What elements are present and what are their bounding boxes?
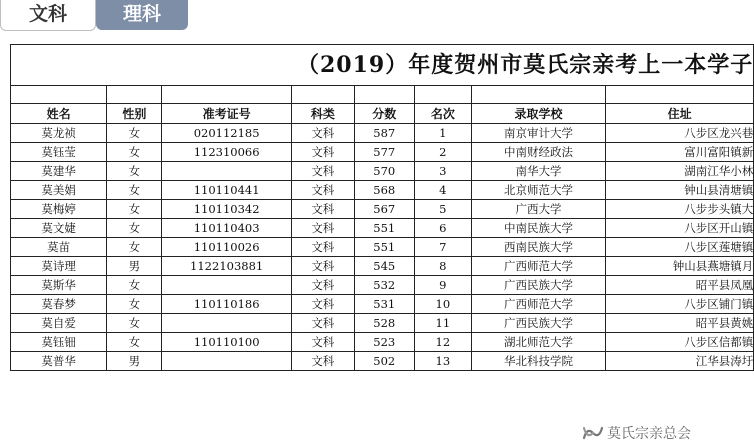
rank-cell: 9 [414, 276, 471, 295]
results-table [10, 44, 754, 371]
column-header: 住址 [606, 104, 754, 124]
name-cell: 莫钰莹 [11, 143, 107, 162]
category-cell: 文科 [291, 219, 354, 238]
category-cell: 文科 [291, 333, 354, 352]
name-cell: 莫美娟 [11, 181, 107, 200]
gender-cell: 女 [107, 295, 162, 314]
blank-cell [471, 86, 605, 104]
name-cell: 莫龙祯 [11, 124, 107, 143]
address-cell: 八步区信都镇 [606, 333, 754, 352]
table-row [11, 143, 754, 162]
rank-cell: 3 [414, 162, 471, 181]
rank-cell: 10 [414, 295, 471, 314]
page-title: （2019）年度贺州市莫氏宗亲考上一本学子 [11, 45, 754, 86]
school-cell: 华北科技学院 [471, 352, 605, 371]
category-cell: 文科 [291, 143, 354, 162]
table-row [11, 200, 754, 219]
rank-cell: 1 [414, 124, 471, 143]
exam-id-cell [162, 352, 291, 371]
name-cell: 莫文婕 [11, 219, 107, 238]
watermark [582, 422, 691, 444]
exam-id-cell: 110110026 [162, 238, 291, 257]
name-cell: 莫苗 [11, 238, 107, 257]
score-cell: 551 [354, 219, 414, 238]
score-cell: 523 [354, 333, 414, 352]
name-cell: 莫建华 [11, 162, 107, 181]
school-cell: 北京师范大学 [471, 181, 605, 200]
name-cell: 莫春梦 [11, 295, 107, 314]
score-cell: 502 [354, 352, 414, 371]
category-cell: 文科 [291, 181, 354, 200]
category-cell: 文科 [291, 124, 354, 143]
column-header: 准考证号 [162, 104, 291, 124]
address-cell: 昭平县黄姚 [606, 314, 754, 333]
rank-cell: 8 [414, 257, 471, 276]
score-cell: 528 [354, 314, 414, 333]
gender-cell: 男 [107, 257, 162, 276]
school-cell: 中南财经政法 [471, 143, 605, 162]
exam-id-cell: 110110441 [162, 181, 291, 200]
name-cell: 莫梅婷 [11, 200, 107, 219]
gender-cell: 女 [107, 200, 162, 219]
address-cell: 八步区开山镇 [606, 219, 754, 238]
gender-cell: 男 [107, 352, 162, 371]
column-header: 名次 [414, 104, 471, 124]
address-cell: 湖南江华小林 [606, 162, 754, 181]
tab-bar [0, 0, 750, 34]
address-cell: 八步步头镇大 [606, 200, 754, 219]
address-cell: 钟山县清塘镇 [606, 181, 754, 200]
tab-wenke[interactable]: 文科 [0, 0, 96, 31]
table-row [11, 257, 754, 276]
table-row [11, 276, 754, 295]
gender-cell: 女 [107, 333, 162, 352]
gender-cell: 女 [107, 276, 162, 295]
table-row [11, 238, 754, 257]
column-header: 科类 [291, 104, 354, 124]
score-cell: 567 [354, 200, 414, 219]
score-cell: 568 [354, 181, 414, 200]
school-cell: 广西师范大学 [471, 295, 605, 314]
rank-cell: 11 [414, 314, 471, 333]
rank-cell: 12 [414, 333, 471, 352]
score-cell: 532 [354, 276, 414, 295]
address-cell: 八步区莲塘镇 [606, 238, 754, 257]
wechat-channel-logo-icon [582, 424, 604, 442]
gender-cell: 女 [107, 238, 162, 257]
address-cell: 钟山县燕塘镇月 [606, 257, 754, 276]
score-cell: 531 [354, 295, 414, 314]
blank-row [11, 86, 754, 104]
blank-cell [606, 86, 754, 104]
exam-id-cell: 110110403 [162, 219, 291, 238]
school-cell: 广西民族大学 [471, 314, 605, 333]
address-cell: 江华县涛圩 [606, 352, 754, 371]
column-header: 录取学校 [471, 104, 605, 124]
table-row [11, 314, 754, 333]
category-cell: 文科 [291, 314, 354, 333]
exam-id-cell: 110110342 [162, 200, 291, 219]
score-cell: 570 [354, 162, 414, 181]
address-cell: 八步区铺门镇 [606, 295, 754, 314]
table-row [11, 162, 754, 181]
category-cell: 文科 [291, 162, 354, 181]
exam-id-cell: 1122103881 [162, 257, 291, 276]
column-header: 分数 [354, 104, 414, 124]
score-cell: 587 [354, 124, 414, 143]
watermark-text: 莫氏宗亲总会 [607, 426, 691, 442]
table-row [11, 352, 754, 371]
table-row [11, 181, 754, 200]
exam-id-cell: 112310066 [162, 143, 291, 162]
gender-cell: 女 [107, 181, 162, 200]
blank-cell [291, 86, 354, 104]
school-cell: 南京审计大学 [471, 124, 605, 143]
school-cell: 广西师范大学 [471, 257, 605, 276]
school-cell: 南华大学 [471, 162, 605, 181]
column-header: 姓名 [11, 104, 107, 124]
score-cell: 545 [354, 257, 414, 276]
table-row [11, 124, 754, 143]
category-cell: 文科 [291, 295, 354, 314]
rank-cell: 2 [414, 143, 471, 162]
blank-cell [414, 86, 471, 104]
table-row [11, 219, 754, 238]
category-cell: 文科 [291, 276, 354, 295]
name-cell: 莫诗理 [11, 257, 107, 276]
name-cell: 莫普华 [11, 352, 107, 371]
school-cell: 广西大学 [471, 200, 605, 219]
blank-cell [11, 86, 107, 104]
address-cell: 昭平县凤凰 [606, 276, 754, 295]
gender-cell: 女 [107, 314, 162, 333]
score-cell: 551 [354, 238, 414, 257]
title-row [11, 45, 754, 86]
name-cell: 莫斯华 [11, 276, 107, 295]
rank-cell: 7 [414, 238, 471, 257]
tab-like[interactable]: 理科 [96, 0, 188, 30]
address-cell: 八步区龙兴巷 [606, 124, 754, 143]
exam-id-cell: 020112185 [162, 124, 291, 143]
header-row [11, 104, 754, 124]
gender-cell: 女 [107, 219, 162, 238]
rank-cell: 5 [414, 200, 471, 219]
rank-cell: 6 [414, 219, 471, 238]
category-cell: 文科 [291, 200, 354, 219]
exam-id-cell: 110110186 [162, 295, 291, 314]
score-cell: 577 [354, 143, 414, 162]
table-row [11, 333, 754, 352]
score-sheet [0, 44, 754, 442]
category-cell: 文科 [291, 238, 354, 257]
school-cell: 湖北师范大学 [471, 333, 605, 352]
rank-cell: 4 [414, 181, 471, 200]
blank-cell [354, 86, 414, 104]
gender-cell: 女 [107, 143, 162, 162]
school-cell: 中南民族大学 [471, 219, 605, 238]
category-cell: 文科 [291, 257, 354, 276]
name-cell: 莫钰钿 [11, 333, 107, 352]
exam-id-cell [162, 314, 291, 333]
school-cell: 广西民族大学 [471, 276, 605, 295]
gender-cell: 女 [107, 124, 162, 143]
rank-cell: 13 [414, 352, 471, 371]
address-cell: 富川富阳镇新 [606, 143, 754, 162]
blank-cell [107, 86, 162, 104]
name-cell: 莫自爱 [11, 314, 107, 333]
exam-id-cell: 110110100 [162, 333, 291, 352]
blank-cell [162, 86, 291, 104]
gender-cell: 女 [107, 162, 162, 181]
exam-id-cell [162, 276, 291, 295]
exam-id-cell [162, 162, 291, 181]
table-row [11, 295, 754, 314]
column-header: 性别 [107, 104, 162, 124]
category-cell: 文科 [291, 352, 354, 371]
school-cell: 西南民族大学 [471, 238, 605, 257]
